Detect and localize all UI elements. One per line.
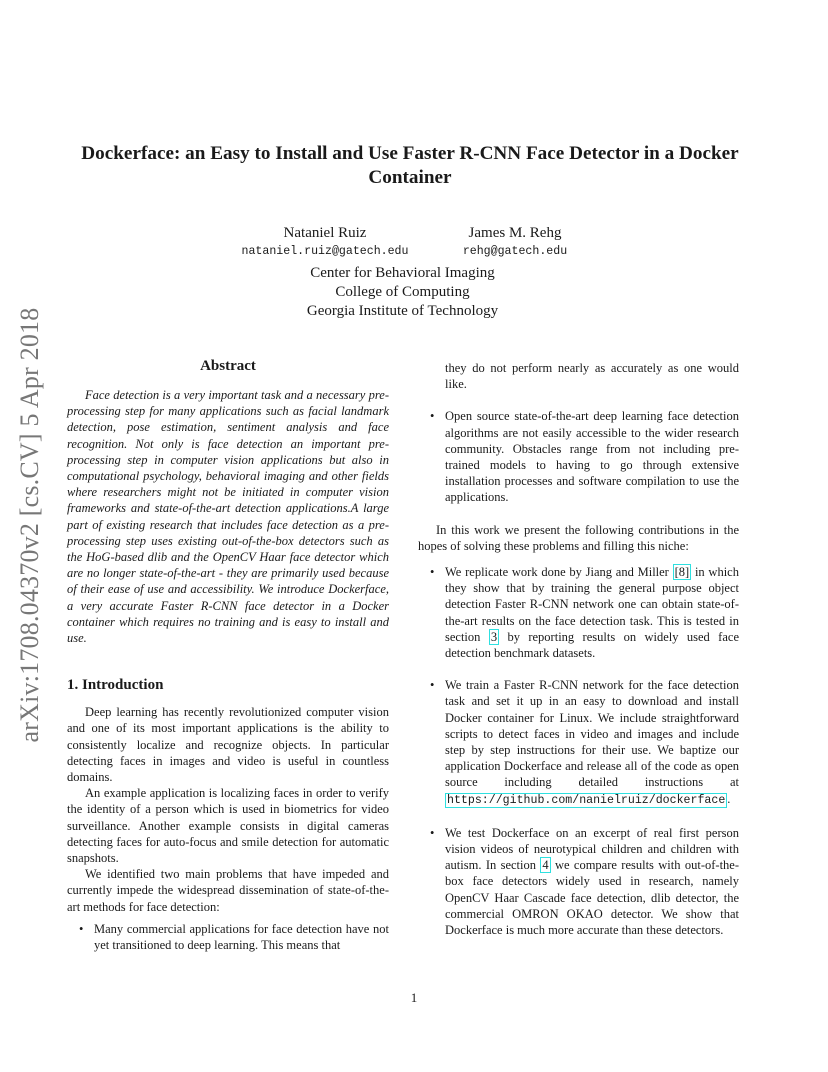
arxiv-identifier [8,290,52,760]
text-run: We test Dockerface on an excerpt of real first person vision videos of neurotypical children and children with autism. In section [445,825,739,873]
abstract-text: Face detection is a very important task and a necessary pre-processing step for many applications such as facial landmark detection, pose estimation, sentiment analysis and face recognition. Not only is face detection an important pre-processing step in computer vision applications but also in computational psychology, behavioral imaging and other fields where researchers might not be initiated in computer vision frameworks and state-of-the-art detection applications.A large part of existing research that includes face detection as a pre-processing step uses existing out-of-the-box detectors such as the HoG-based dlib and the OpenCV Haar face detector which are no longer state-of-the-art - they are primarily used because of their ease of use and accessibility. We introduce Dockerface, a very accurate Faster R-CNN face detector in a Docker container which requires no training and is easy to install and use. [67,388,389,646]
list-item [418,677,739,809]
left-column [67,357,389,969]
text-run: We replicate work done by Jiang and Miller [445,565,673,580]
section-ref-link[interactable]: 4 [542,858,549,873]
author-block-2 [440,224,590,260]
citation-link[interactable]: [8] [674,565,690,580]
affiliation-line: Center for Behavioral Imaging [310,265,495,281]
affiliation-line: College of Computing [335,284,470,300]
contribution-list [418,564,739,938]
list-item-text: Many commercial applications for face detection have not yet transitioned to deep learning. This means that [94,921,389,953]
problem-list [67,921,389,953]
author-block-1 [240,224,410,260]
contributions-intro: In this work we present the following contributions in the hopes of solving these problems and filling this niche: [418,522,739,553]
list-item-text [445,564,739,660]
list-item-text: Open source state-of-the-art deep learning face detection algorithms are not easily accessible to the wider research community. Obstacles range from not including pre-trained models to having to go through extensive installation processes and software compilation to use the applications. [445,409,739,505]
bullet-marker: • [430,565,435,580]
intro-paragraph: An example application is localizing faces in order to verify the identity of a person which is used in biometrics for video surveillance. Another example consists in digital cameras detecting faces for auto-focus and smile detection for automatic snapshots. [67,786,389,866]
intro-paragraph: Deep learning has recently revolutionized computer vision and one of its most important applications is the ability to consistently localize and recognize objects. In particular detecting faces in images and video is useful in countless domains. [67,705,389,785]
text-run: by reporting results on widely used face detection benchmark datasets. [445,629,739,661]
affiliation-line: Georgia Institute of Technology [306,303,499,319]
list-item [418,408,739,505]
right-column [418,360,739,954]
list-item [418,825,739,938]
author-email: nataniel.ruiz@gatech.edu [241,245,409,258]
text-run: . [727,791,731,806]
abstract-heading: Abstract [200,358,256,374]
text-run: we compare results with out-of-the-box face detectors widely used in research, namely OpenCV Haar Cascade face detection, dlib detector, the commercial OMRON OKAO detector. We show that Dockerface is much more accurate than these detectors. [445,858,740,938]
repository-url-link[interactable]: https://github.com/nanielruiz/dockerface [447,793,726,807]
problem-list-continued [418,408,739,505]
introduction-heading: 1. Introduction [67,677,164,694]
list-item-continuation: they do not perform nearly as accurately as one would like. [445,361,739,392]
bullet-marker: • [430,678,435,693]
author-name: Nataniel Ruiz [283,225,367,241]
abstract-body [67,387,389,646]
text-run: We train a Faster R-CNN network for the face detection task and set it up in an easy to download and install Docker container for Linux. We include straightforward scripts to detect faces in video and images and include step by step instructions for their use. We baptize our application Dockerface and release all of the code as open source including detailed instructions at [445,678,739,790]
affiliation [250,264,555,321]
bullet-marker: • [79,921,84,936]
bullet-marker: • [430,409,435,424]
list-item [418,564,739,661]
author-name: James M. Rehg [468,225,562,241]
list-item-text [445,826,739,937]
intro-paragraph: We identified two main problems that have impeded and currently impede the widespread dissemination of state-of-the-art methods for face detection: [67,867,389,914]
bullet-marker: • [430,825,435,840]
list-item [67,921,389,953]
arxiv-identifier-text: arXiv:1708.04370v2 [cs.CV] 5 Apr 2018 [15,307,44,743]
page-number: 1 [410,990,418,1005]
text-run: in which they show that by training the general purpose object detection Faster R-CNN network one can obtain state-of-the-art results on the face detection task. This is tested in section [445,565,739,644]
paper-title: Dockerface: an Easy to Install and Use Faster R-CNN Face Detector in a Docker Container [81,143,739,188]
section-ref-link[interactable]: 3 [490,629,498,644]
author-email: rehg@gatech.edu [462,245,568,258]
list-item-text [445,678,739,805]
